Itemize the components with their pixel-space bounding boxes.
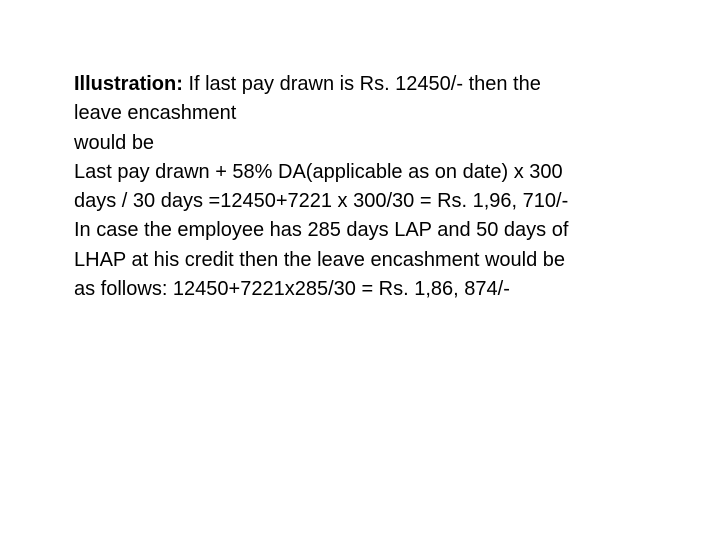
text-line-1-body: If last pay drawn is Rs. 12450/- then the [182,73,541,95]
illustration-label: Illustration: [74,73,183,95]
illustration-text-block [74,70,694,304]
text-line-3: would be [74,131,155,154]
text-line-6: In case the employee has 285 days LAP and 50 days of [74,219,569,242]
text-line-5: days / 30 days =12450+7221 x 300/30 = Rs. 1,96, 710/- [74,190,569,213]
text-line-2: leave encashment [74,102,237,125]
text-line-4: Last pay drawn + 58% DA(applicable as on date) x 300 [74,160,563,183]
text-line-1 [74,70,694,99]
text-line-7: LHAP at his credit then the leave encashment would be [74,248,566,271]
text-line-8: as follows: 12450+7221x285/30 = Rs. 1,86, 874/- [74,278,510,301]
